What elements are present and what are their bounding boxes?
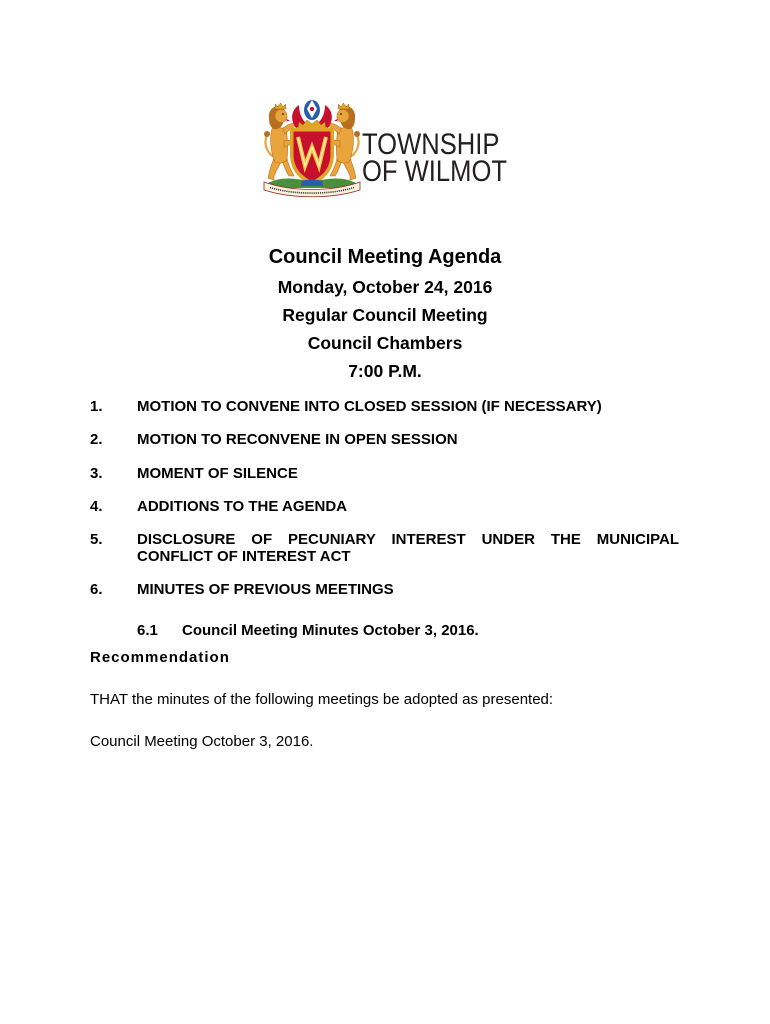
agenda-item-text: DISCLOSURE OF PECUNIARY INTEREST UNDER THE MUNICIPAL CONFLICT OF INTEREST ACT (137, 531, 679, 566)
agenda-sub-item (137, 622, 479, 639)
agenda-item (90, 531, 679, 565)
agenda-title: Council Meeting Agenda (268, 246, 502, 268)
meeting-type: Regular Council Meeting (282, 305, 488, 325)
meeting-time: 7:00 P.M. (348, 361, 422, 381)
agenda-header (0, 245, 770, 385)
agenda-item (90, 431, 679, 448)
agenda-item (90, 465, 679, 482)
crest (292, 100, 332, 129)
township-logo (262, 96, 512, 200)
agenda-item-number: 2. (90, 431, 103, 449)
recommendation-text: THAT the minutes of the following meetings be adopted as presented: (90, 691, 554, 708)
agenda-item (90, 581, 679, 598)
meeting-location: Council Chambers (307, 333, 463, 353)
agenda-item (90, 498, 679, 515)
meeting-date: Monday, October 24, 2016 (277, 277, 493, 297)
agenda-list (90, 398, 679, 615)
agenda-item-text: ADDITIONS TO THE AGENDA (137, 497, 348, 515)
agenda-item-number: 1. (90, 398, 103, 415)
agenda-item-number: 6. (90, 581, 103, 599)
logo-line-township: TOWNSHIP (362, 128, 500, 161)
recommendation-meeting: Council Meeting October 3, 2016. (90, 733, 314, 750)
logo-line-of-wilmot: OF WILMOT (362, 155, 507, 188)
logo-wordmark (362, 128, 507, 188)
agenda-item-number: 3. (90, 464, 103, 482)
agenda-item (90, 398, 679, 415)
agenda-item-number: 4. (90, 497, 103, 515)
agenda-item-text: MOTION TO CONVENE INTO CLOSED SESSION (IF NECESSARY) (137, 398, 602, 415)
shield (290, 128, 334, 185)
recommendation-heading: Recommendation (90, 649, 230, 666)
agenda-sub-item-text: Council Meeting Minutes October 3, 2016. (182, 622, 479, 639)
coat-of-arms-icon (262, 96, 362, 198)
agenda-item-text: MOMENT OF SILENCE (137, 464, 298, 482)
agenda-item-text: MINUTES OF PREVIOUS MEETINGS (137, 581, 394, 599)
agenda-sub-item-number: 6.1 (137, 622, 158, 639)
agenda-item-text: MOTION TO RECONVENE IN OPEN SESSION (137, 431, 458, 449)
agenda-item-number: 5. (90, 531, 103, 549)
